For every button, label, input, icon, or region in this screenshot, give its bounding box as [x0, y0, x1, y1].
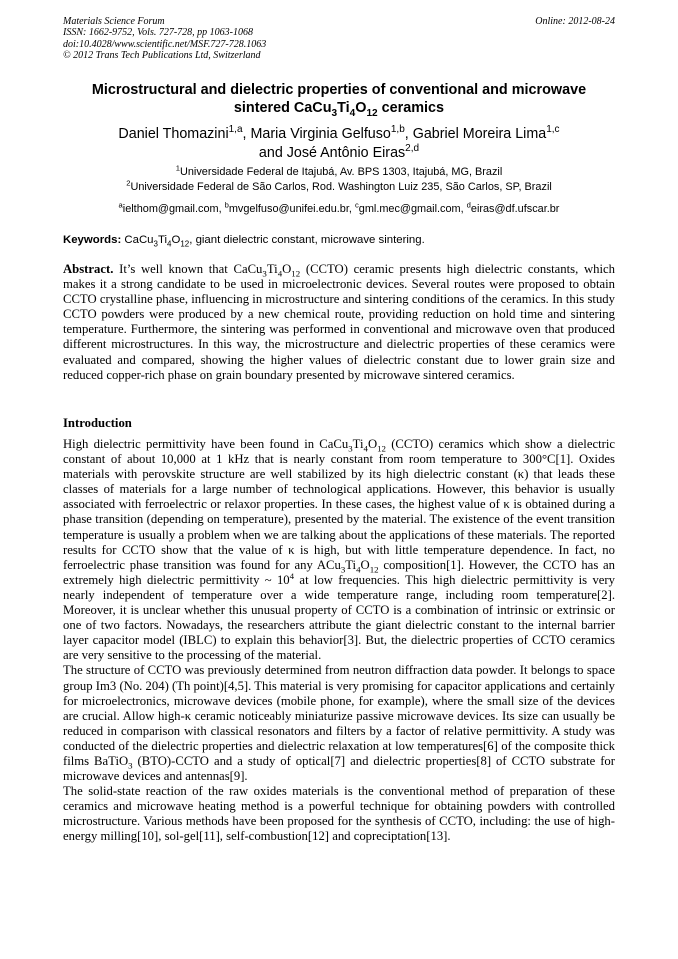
abstract-label: Abstract. — [63, 262, 114, 276]
email-link[interactable]: mvgelfuso@unifei.edu.br, — [228, 203, 355, 215]
abstract: Abstract. It’s well known that $CaCu_3Ti_4O_{12}$ (CCTO) ceramic presents high dielectric constants, which makes it a strong candidate to be used in microelectronic devices. Several routes were proposed to obtain CCTO crystalline phase, influencing in microstructure and sintering conditions of the ceramics. In this study CCTO powders were produced by a new chemical route, providing reduction on hold time and sintering temperature. Furthermore, the sintering was performed in conventional and microwave oven that produced different microstructures. In this way, the microstructure and dielectric properties of these ceramics were evaluated and compared, showing the higher values of dielectric constant due to lower grain size and reduced copper-rich phase on grain boundary presented by microwave sintered ceramics. — [63, 262, 615, 382]
issn: ISSN: 1662-9752, Vols. 727-728, pp 1063-1068 — [63, 27, 253, 39]
email-link[interactable]: eiras@df.ufscar.br — [470, 203, 560, 215]
introduction-body — [63, 437, 615, 845]
keywords: Keywords: $CaCu_3Ti_4O_{12}$, giant dielectric constant, microwave sintering. — [63, 234, 425, 249]
author-emails: $^a$ielthom@gmail.com, $^b$mvgelfuso@unifei.edu.br, $^c$gml.mec@gmail.com, $^d$eiras@df.ufscar.br — [118, 200, 560, 215]
authors-line-2: and José Antônio Eiras$^{2,d}$ — [258, 142, 420, 161]
copyright: © 2012 Trans Tech Publications Ltd, Switzerland — [63, 50, 261, 62]
authors-line-1: Daniel Thomazini$^{1,a}$, Maria Virginia Gelfuso$^{1,b}$, Gabriel Moreira Lima$^{1,c}$ — [118, 124, 560, 142]
intro-paragraph-3: The solid-state reaction of the raw oxides materials is the conventional method of preparation of these ceramics and microwave heating method is a powerful technique for obtaining powders with controlled microstructure. Various methods have been proposed for the synthesis of CCTO, including: the use of high-energy milling[10], sol-gel[11], self-combustion[12] and copreciptation[13]. — [63, 784, 615, 844]
title-line-2: sintered $CaCu_3Ti_4O_{12}$ ceramics — [233, 99, 445, 119]
email-link[interactable]: ielthom@gmail.com, — [122, 203, 225, 215]
title-line-1: Microstructural and dielectric properties of conventional and microwave — [91, 82, 587, 98]
section-heading-introduction: Introduction — [63, 416, 132, 430]
keywords-label: Keywords: — [63, 234, 122, 246]
affiliation-2: $^2$Universidade Federal de São Carlos, Rod. Washington Luiz 235, São Carlos, SP, Brazil — [126, 178, 552, 193]
online-date: Online: 2012-08-24 — [535, 16, 615, 27]
journal-name: Materials Science Forum — [63, 16, 165, 27]
paper-title — [40, 82, 638, 117]
email-link[interactable]: gml.mec@gmail.com, — [358, 203, 467, 215]
intro-paragraph-2: The structure of CCTO was previously determined from neutron diffraction data powder. It belongs to space group Im3 (No. 204) (Th point)[4,5]. This material is very promising for capacitor applications and certainly for microelectronics, microwave devices (mobile phone, for example), where the small size of the devices are crucial. Allow high-κ ceramic noticeably miniaturize passive microwave devices. Its size can usually be reduced in comparison with classical resonators and filters by a factor of relative permittivity. A study was conducted of the dielectric properties and dielectric relaxation at low temperatures[6] of the composite thick films BaTiO$_3$ (BTO)-CCTO and a study of optical[7] and dielectric properties[8] of CCTO substrate for microwave devices and antennas[9]. — [63, 663, 615, 784]
intro-paragraph-1: High dielectric permittivity have been found in $CaCu_3Ti_4O_{12}$ (CCTO) ceramics which show a dielectric constant of about 10,000 at 1 kHz that is nearly constant from room temperature to 300°C[1]. Oxides materials with perovskite structure are well stabilized by its high dielectric constant (κ) that leads these classes of materials for a large number of technological applications. However, this behavior is usually associated with ferroelectric or relaxor properties. In these cases, the highest value of κ is obtained during a phase transition (depending on temperature), presented by the material. The existence of the event transition temperature is usually a problem when we are talking about the applications of these materials. The reported results for CCTO show that the value of κ is high, but with little temperature dependence. In fact, no ferroelectric phase transition was found for any $ACu_3Ti_4O_{12}$ composition[1]. However, the CCTO has an extremely high dielectric permittivity ~ $10^4$ at low frequencies. This high dielectric permittivity is very nearly independent of temperature over a wide temperature range, including room temperature[2]. Moreover, it is unclear whether this unusual property of CCTO is a combination of intrinsic or extrinsic or one of two factors. Nowadays, the researchers attribute the giant dielectric constant to the internal barrier layer capacitor model (IBLC) to explain this behavior[3]. But, the dielectric properties of CCTO ceramics are very sensitive to the processing of the material. — [63, 437, 615, 663]
author-list — [40, 125, 638, 162]
journal-header — [63, 16, 615, 62]
affiliation-1: $^1$Universidade Federal de Itajubá, Av. BPS 1303, Itajubá, MG, Brazil — [175, 163, 503, 178]
doi: doi:10.4028/www.scientific.net/MSF.727-728.1063 — [63, 38, 267, 50]
